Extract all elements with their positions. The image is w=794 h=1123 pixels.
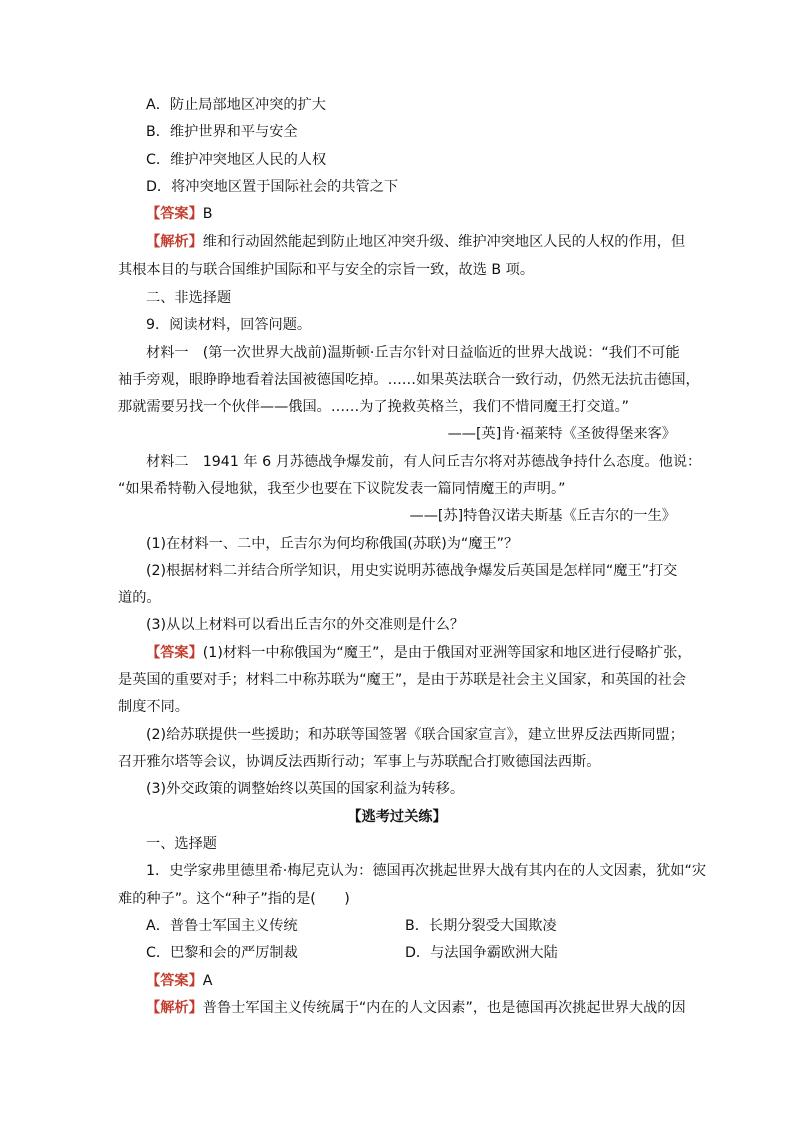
q9-answer-1-line-2: 是英国的重要对手；材料二中称苏联为“魔王”，是由于苏联是社会主义国家，和英国的社会 — [118, 672, 687, 688]
q8-answer — [146, 204, 213, 224]
q9-question-2-line-2: 道的。 — [118, 590, 161, 606]
q9-question-2-line-1: (2)根据材料二并结合所学知识，用史实说明苏德战争爆发后英国是怎样同“魔王”打交 — [146, 563, 678, 579]
q9-material2-source: ——[苏]特鲁汉诺夫斯基《丘吉尔的一生》 — [409, 508, 676, 524]
q1-option-b: B．长期分裂受大国欺凌 — [405, 918, 557, 934]
answer-value: A — [202, 973, 213, 989]
q8-option-d: D．将冲突地区置于国际社会的共管之下 — [146, 179, 399, 195]
section-title-nonchoice: 二、非选择题 — [146, 290, 232, 306]
q8-analysis-line-2: 其根本目的与联合国维护国际和平与安全的宗旨一致，故选 B 项。 — [118, 262, 535, 278]
q1-option-a: A．普鲁士军国主义传统 — [146, 918, 298, 934]
answer-label: 【答案】 — [146, 645, 203, 661]
q8-option-b: B．维护世界和平与安全 — [146, 124, 298, 140]
q9-material1-line-2: 袖手旁观，眼睁睁地看着法国被德国吃掉。……如果英法联合一致行动，仍然无法抗击德国， — [118, 372, 700, 388]
answer-label: 【答案】 — [146, 206, 203, 222]
q9-question-3: (3)从以上材料可以看出丘吉尔的外交准则是什么？ — [146, 617, 465, 633]
q8-option-a: A．防止局部地区冲突的扩大 — [146, 97, 326, 113]
q9-material2-line-2: “如果希特勒入侵地狱，我至少也要在下议院发表一篇同情魔王的声明。” — [118, 481, 566, 497]
q1-analysis-line-1 — [146, 998, 686, 1018]
q9-answer-2-line-2: 召开雅尔塔等会议，协调反法西斯行动；军事上与苏联配合打败德国法西斯。 — [118, 754, 601, 770]
q1-option-d: D．与法国争霸欧洲大陆 — [405, 945, 558, 961]
q1-answer — [146, 971, 212, 991]
section-title-choice: 一、选择题 — [146, 836, 217, 852]
analysis-label: 【解析】 — [146, 234, 203, 250]
section-banner: 【逃考过关练】 — [347, 809, 447, 825]
q9-material1-line-3: 那就需要另找一个伙伴——俄国。……为了挽救英格兰，我们不惜同魔王打交道。” — [118, 399, 630, 415]
q9-material1-line-1: 材料一 (第一次世界大战前)温斯顿·丘吉尔针对日益临近的世界大战说：“我们不可能 — [146, 345, 680, 361]
q8-analysis-line-1 — [146, 232, 685, 252]
q9-answer-3: (3)外交政策的调整始终以英国的国家利益为转移。 — [146, 781, 465, 797]
q1-stem-line-1: 1．史学家弗里德里希·梅尼克认为：德国再次挑起世界大战有其内在的人文因素，犹如“灾 — [146, 863, 707, 879]
q9-material2-line-1: 材料二 1941 年 6 月苏德战争爆发前，有人问丘吉尔将对苏德战争持什么态度。他说： — [146, 454, 702, 470]
q9-question-1: (1)在材料一、二中，丘吉尔为何均称俄国(苏联)为“魔王”？ — [146, 536, 519, 552]
q1-option-c: C．巴黎和会的严厉制裁 — [146, 945, 298, 961]
analysis-label: 【解析】 — [146, 1000, 203, 1016]
q9-material1-source: ——[英]肯·福莱特《圣彼得堡来客》 — [447, 426, 676, 442]
q9-answer-1-line-1 — [146, 643, 692, 663]
q9-stem: 9．阅读材料，回答问题。 — [146, 317, 312, 333]
q9-answer-2-line-1: (2)给苏联提供一些援助；和苏联等国签署《联合国家宣言》，建立世界反法西斯同盟； — [146, 727, 684, 743]
answer-value: B — [202, 206, 213, 222]
answer-label: 【答案】 — [146, 973, 203, 989]
q9-answer-1-line-3: 制度不同。 — [118, 699, 189, 715]
q1-stem-line-2: 难的种子”。这个“种子”指的是( ) — [118, 891, 350, 907]
analysis-text: 维和行动固然能起到防止地区冲突升级、维护冲突地区人民的人权的作用，但 — [202, 234, 686, 250]
q8-option-c: C．维护冲突地区人民的人权 — [146, 152, 327, 168]
analysis-text: 普鲁士军国主义传统属于“内在的人文因素”，也是德国再次挑起世界大战的因 — [202, 1000, 686, 1016]
answer-text: (1)材料一中称俄国为“魔王”，是由于俄国对亚洲等国家和地区进行侵略扩张， — [202, 645, 692, 661]
